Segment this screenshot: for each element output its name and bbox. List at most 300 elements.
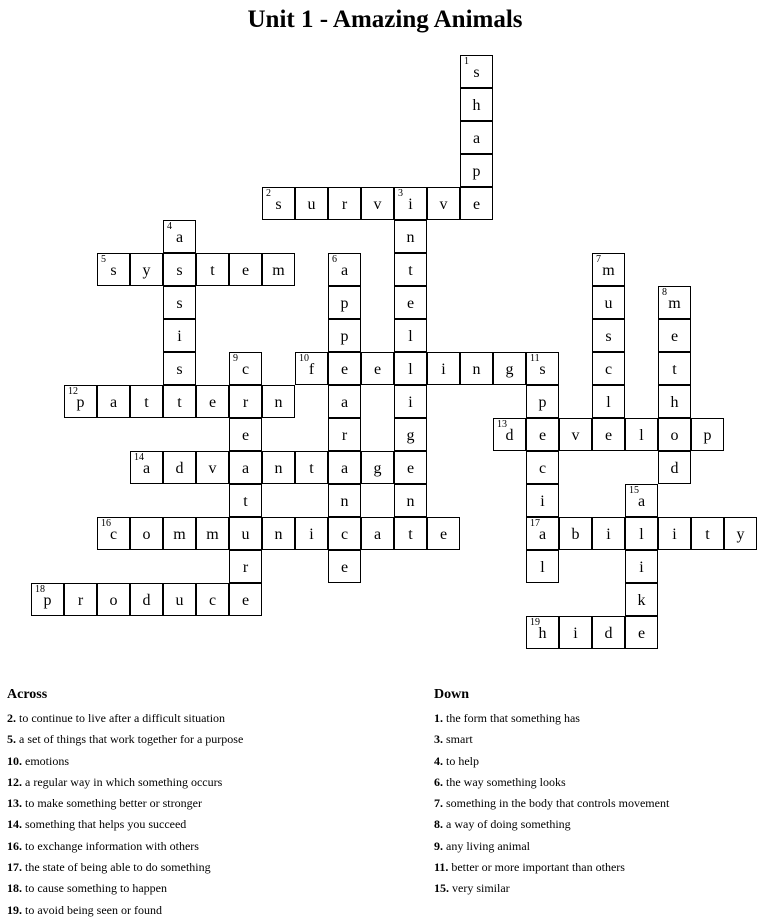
- clue: [7, 772, 417, 793]
- grid-cell[interactable]: [592, 385, 625, 418]
- cell-letter: a: [472, 130, 481, 147]
- grid-cell[interactable]: [394, 286, 427, 319]
- clue: [434, 708, 764, 729]
- grid-cell[interactable]: [229, 583, 262, 616]
- grid-cell[interactable]: [97, 253, 130, 286]
- grid-cell[interactable]: [691, 418, 724, 451]
- cell-letter: s: [176, 361, 183, 378]
- clue: [7, 729, 417, 750]
- cell-letter: c: [538, 460, 547, 477]
- clue-number: 16: [101, 518, 111, 529]
- cell-letter: e: [406, 295, 415, 312]
- grid-cell[interactable]: [526, 418, 559, 451]
- clue-number: 17: [530, 518, 540, 529]
- cell-letter: k: [637, 592, 646, 609]
- grid-cell[interactable]: [328, 253, 361, 286]
- grid-cell[interactable]: [262, 451, 295, 484]
- grid-cell[interactable]: [163, 583, 196, 616]
- clue-text: to avoid being seen or found: [22, 902, 162, 917]
- cell-letter: s: [110, 262, 117, 279]
- cell-letter: e: [439, 526, 448, 543]
- cell-letter: a: [538, 526, 547, 543]
- grid-cell[interactable]: [526, 517, 559, 550]
- grid-cell[interactable]: [592, 418, 625, 451]
- cell-letter: c: [109, 526, 118, 543]
- cell-letter: u: [307, 196, 316, 213]
- clue-text: a way of doing something: [443, 817, 571, 832]
- clue-text: better or more important than others: [448, 860, 625, 875]
- clue-text: any living animal: [443, 838, 530, 853]
- across-heading: Across: [7, 687, 48, 702]
- clue-number: 7: [596, 254, 601, 265]
- grid-cell[interactable]: [625, 484, 658, 517]
- cell-letter: s: [605, 328, 612, 345]
- cell-letter: i: [441, 361, 446, 378]
- clue: [434, 751, 764, 772]
- grid-cell[interactable]: [493, 352, 526, 385]
- grid-cell[interactable]: [658, 418, 691, 451]
- page-title: Unit 1 - Amazing Animals: [247, 6, 523, 33]
- clue-text: a set of things that work together for a purpose: [16, 732, 244, 747]
- cell-letter: e: [538, 427, 547, 444]
- grid-cell[interactable]: [196, 451, 229, 484]
- grid-cell[interactable]: [229, 451, 262, 484]
- grid-cell[interactable]: [394, 220, 427, 253]
- grid-cell[interactable]: [625, 418, 658, 451]
- cell-letter: r: [341, 196, 348, 213]
- grid-cell[interactable]: [394, 385, 427, 418]
- clue-number: 5: [101, 254, 106, 265]
- cell-letter: o: [670, 427, 679, 444]
- cell-letter: y: [142, 262, 151, 279]
- cell-letter: e: [340, 559, 349, 576]
- grid-cell[interactable]: [328, 385, 361, 418]
- cell-letter: b: [571, 526, 580, 543]
- cell-letter: d: [142, 592, 151, 609]
- cell-letter: d: [670, 460, 679, 477]
- grid-cell[interactable]: [394, 451, 427, 484]
- clue-number: 4: [167, 221, 172, 232]
- grid-cell[interactable]: [328, 484, 361, 517]
- cell-letter: t: [309, 460, 314, 477]
- clue: [7, 708, 417, 729]
- across-clue-list: [7, 708, 417, 921]
- cell-letter: r: [77, 592, 84, 609]
- clue-number: 1.: [434, 711, 443, 725]
- grid-cell[interactable]: [163, 319, 196, 352]
- grid-cell[interactable]: [394, 484, 427, 517]
- cell-letter: a: [340, 394, 349, 411]
- grid-cell[interactable]: [328, 517, 361, 550]
- cell-letter: s: [176, 262, 183, 279]
- cell-letter: m: [206, 526, 219, 543]
- grid-cell[interactable]: [163, 385, 196, 418]
- cell-letter: m: [668, 295, 681, 312]
- grid-cell[interactable]: [97, 385, 130, 418]
- clue-number: 3: [398, 188, 403, 199]
- cell-letter: t: [408, 262, 413, 279]
- cell-letter: d: [175, 460, 184, 477]
- cell-letter: d: [505, 427, 514, 444]
- cell-letter: y: [736, 526, 745, 543]
- grid-cell[interactable]: [394, 253, 427, 286]
- grid-cell[interactable]: [328, 319, 361, 352]
- clue: [434, 878, 764, 899]
- clue-text: smart: [443, 732, 473, 747]
- grid-cell[interactable]: [625, 517, 658, 550]
- cell-letter: v: [571, 427, 580, 444]
- cell-letter: l: [408, 361, 413, 378]
- clue: [434, 772, 764, 793]
- clue-number: 3.: [434, 732, 443, 747]
- cell-letter: c: [604, 361, 613, 378]
- grid-cell[interactable]: [526, 550, 559, 583]
- cell-letter: v: [373, 196, 382, 213]
- grid-cell[interactable]: [196, 385, 229, 418]
- clue-number: 6.: [434, 774, 443, 789]
- cell-letter: v: [208, 460, 217, 477]
- cell-letter: e: [670, 328, 679, 345]
- grid-cell[interactable]: [658, 451, 691, 484]
- cell-letter: h: [670, 394, 679, 411]
- clue-text: to make something better or stronger: [22, 796, 202, 811]
- grid-cell[interactable]: [361, 517, 394, 550]
- grid-cell[interactable]: [328, 286, 361, 319]
- cell-letter: h: [538, 625, 547, 642]
- clue-number: 2: [266, 188, 271, 199]
- grid-cell[interactable]: [592, 286, 625, 319]
- clue: [7, 878, 417, 899]
- grid-cell[interactable]: [592, 616, 625, 649]
- clue-number: 15.: [434, 881, 449, 896]
- cell-letter: p: [538, 394, 547, 411]
- clue-number: 8.: [434, 817, 443, 832]
- down-heading: Down: [434, 687, 470, 702]
- cell-letter: c: [340, 526, 349, 543]
- cell-letter: r: [341, 427, 348, 444]
- cell-letter: v: [439, 196, 448, 213]
- clue: [7, 836, 417, 857]
- cell-letter: g: [373, 460, 382, 477]
- grid-cell[interactable]: [328, 550, 361, 583]
- clue-number: 19.: [7, 902, 22, 917]
- cell-letter: l: [408, 328, 413, 345]
- clue-text: the state of being able to do something: [22, 860, 211, 875]
- grid-cell[interactable]: [526, 385, 559, 418]
- clue-number: 13: [497, 419, 507, 430]
- clue-text: the way something looks: [443, 774, 566, 789]
- grid-cell[interactable]: [460, 88, 493, 121]
- clue: [434, 857, 764, 878]
- clue-number: 12: [68, 386, 78, 397]
- cell-letter: i: [408, 196, 413, 213]
- grid-cell[interactable]: [691, 517, 724, 550]
- grid-cell[interactable]: [295, 517, 328, 550]
- cell-letter: o: [109, 592, 118, 609]
- cell-letter: p: [76, 394, 85, 411]
- grid-cell[interactable]: [163, 517, 196, 550]
- clue-text: a regular way in which something occurs: [22, 774, 223, 789]
- cell-letter: i: [606, 526, 611, 543]
- grid-cell[interactable]: [130, 583, 163, 616]
- clue-number: 7.: [434, 796, 443, 811]
- cell-letter: n: [274, 526, 283, 543]
- clue-number: 5.: [7, 732, 16, 747]
- grid-cell[interactable]: [97, 517, 130, 550]
- grid-cell[interactable]: [394, 187, 427, 220]
- grid-cell[interactable]: [526, 484, 559, 517]
- grid-cell[interactable]: [163, 286, 196, 319]
- grid-cell[interactable]: [658, 286, 691, 319]
- cell-letter: s: [539, 361, 546, 378]
- cell-letter: e: [241, 592, 250, 609]
- grid-cell[interactable]: [295, 451, 328, 484]
- cell-letter: e: [241, 427, 250, 444]
- cell-letter: g: [505, 361, 514, 378]
- grid-cell[interactable]: [130, 253, 163, 286]
- clue-text: emotions: [22, 753, 69, 768]
- cell-letter: u: [241, 526, 250, 543]
- clue: [434, 729, 764, 750]
- grid-cell[interactable]: [526, 451, 559, 484]
- clue-number: 19: [530, 617, 540, 628]
- cell-letter: e: [241, 262, 250, 279]
- cell-letter: l: [606, 394, 611, 411]
- cell-letter: e: [604, 427, 613, 444]
- grid-cell[interactable]: [196, 517, 229, 550]
- grid-cell[interactable]: [361, 352, 394, 385]
- clue-number: 9.: [434, 838, 443, 853]
- grid-cell[interactable]: [559, 616, 592, 649]
- down-clue-list: [434, 708, 764, 900]
- cell-letter: e: [373, 361, 382, 378]
- grid-cell[interactable]: [559, 418, 592, 451]
- grid-cell[interactable]: [460, 121, 493, 154]
- grid-cell[interactable]: [427, 352, 460, 385]
- clue: [7, 751, 417, 772]
- cell-letter: n: [274, 460, 283, 477]
- grid-cell[interactable]: [394, 319, 427, 352]
- cell-letter: i: [177, 328, 182, 345]
- grid-cell[interactable]: [394, 352, 427, 385]
- clue-text: very similar: [449, 881, 510, 896]
- cell-letter: p: [340, 328, 349, 345]
- grid-cell[interactable]: [163, 220, 196, 253]
- cell-letter: i: [672, 526, 677, 543]
- cell-letter: i: [540, 493, 545, 510]
- grid-cell[interactable]: [460, 154, 493, 187]
- grid-cell[interactable]: [229, 484, 262, 517]
- cell-letter: a: [340, 262, 349, 279]
- cell-letter: i: [408, 394, 413, 411]
- cell-letter: i: [639, 559, 644, 576]
- cell-letter: h: [472, 97, 481, 114]
- clue: [434, 814, 764, 835]
- cell-letter: e: [208, 394, 217, 411]
- grid-cell[interactable]: [361, 451, 394, 484]
- cell-letter: i: [573, 625, 578, 642]
- grid-cell[interactable]: [526, 352, 559, 385]
- grid-cell[interactable]: [262, 253, 295, 286]
- grid-cell[interactable]: [64, 385, 97, 418]
- grid-cell[interactable]: [295, 352, 328, 385]
- cell-letter: m: [173, 526, 186, 543]
- clue-text: the form that something has: [443, 711, 580, 725]
- grid-cell[interactable]: [229, 517, 262, 550]
- cell-letter: t: [144, 394, 149, 411]
- cell-letter: p: [703, 427, 712, 444]
- grid-cell[interactable]: [625, 583, 658, 616]
- cell-letter: p: [43, 592, 52, 609]
- grid-cell[interactable]: [460, 352, 493, 385]
- clue-number: 16.: [7, 838, 22, 853]
- grid-cell[interactable]: [658, 319, 691, 352]
- cell-letter: e: [637, 625, 646, 642]
- grid-cell[interactable]: [229, 418, 262, 451]
- cell-letter: p: [340, 295, 349, 312]
- cell-letter: a: [142, 460, 151, 477]
- grid-cell[interactable]: [328, 352, 361, 385]
- grid-cell[interactable]: [163, 253, 196, 286]
- cell-letter: n: [472, 361, 481, 378]
- cell-letter: l: [639, 427, 644, 444]
- clue-number: 18.: [7, 881, 22, 896]
- clue-text: to help: [443, 753, 479, 768]
- cell-letter: n: [406, 229, 415, 246]
- grid-cell[interactable]: [427, 517, 460, 550]
- grid-cell[interactable]: [229, 253, 262, 286]
- clue-text: to exchange information with others: [22, 838, 199, 853]
- cell-letter: a: [340, 460, 349, 477]
- cell-letter: f: [308, 361, 315, 378]
- cell-letter: m: [272, 262, 285, 279]
- cell-letter: i: [309, 526, 314, 543]
- clue: [7, 857, 417, 878]
- grid-cell[interactable]: [229, 385, 262, 418]
- cell-letter: a: [373, 526, 382, 543]
- grid-cell[interactable]: [592, 517, 625, 550]
- clue-number: 4.: [434, 753, 443, 768]
- grid-cell[interactable]: [328, 187, 361, 220]
- clue-number: 11: [530, 353, 540, 364]
- cell-letter: u: [604, 295, 613, 312]
- grid-cell[interactable]: [724, 517, 757, 550]
- cell-letter: a: [241, 460, 250, 477]
- grid-cell[interactable]: [592, 253, 625, 286]
- grid-cell[interactable]: [163, 352, 196, 385]
- grid-cell[interactable]: [658, 352, 691, 385]
- cell-letter: t: [177, 394, 182, 411]
- clue-number: 2.: [7, 711, 16, 725]
- clue-text: something that helps you succeed: [22, 817, 187, 832]
- cell-letter: t: [243, 493, 248, 510]
- clue-number: 9: [233, 353, 238, 364]
- grid-cell[interactable]: [64, 583, 97, 616]
- clue-number: 10.: [7, 753, 22, 768]
- cell-letter: r: [242, 394, 249, 411]
- cell-letter: c: [208, 592, 217, 609]
- cell-letter: l: [639, 526, 644, 543]
- grid-cell[interactable]: [592, 319, 625, 352]
- grid-cell[interactable]: [262, 517, 295, 550]
- grid-cell[interactable]: [625, 616, 658, 649]
- grid-cell[interactable]: [592, 352, 625, 385]
- grid-cell[interactable]: [328, 418, 361, 451]
- grid-cell[interactable]: [493, 418, 526, 451]
- grid-cell[interactable]: [196, 583, 229, 616]
- grid-cell[interactable]: [229, 352, 262, 385]
- cell-letter: e: [472, 196, 481, 213]
- grid-cell[interactable]: [658, 385, 691, 418]
- cell-letter: s: [275, 196, 282, 213]
- cell-letter: p: [472, 163, 481, 180]
- cell-letter: n: [340, 493, 349, 510]
- grid-cell[interactable]: [229, 550, 262, 583]
- grid-cell[interactable]: [295, 187, 328, 220]
- clue-number: 8: [662, 287, 667, 298]
- grid-cell[interactable]: [130, 385, 163, 418]
- clue-number: 17.: [7, 860, 22, 875]
- grid-cell[interactable]: [328, 451, 361, 484]
- clue-number: 14.: [7, 817, 22, 832]
- clue: [7, 793, 417, 814]
- cell-letter: o: [142, 526, 151, 543]
- clue: [434, 793, 764, 814]
- grid-cell[interactable]: [658, 517, 691, 550]
- cell-letter: n: [406, 493, 415, 510]
- grid-cell[interactable]: [559, 517, 592, 550]
- grid-cell[interactable]: [163, 451, 196, 484]
- clue-number: 15: [629, 485, 639, 496]
- grid-cell[interactable]: [460, 55, 493, 88]
- grid-cell[interactable]: [130, 451, 163, 484]
- grid-cell[interactable]: [361, 187, 394, 220]
- grid-cell[interactable]: [394, 418, 427, 451]
- cell-letter: a: [637, 493, 646, 510]
- grid-cell[interactable]: [427, 187, 460, 220]
- cell-letter: t: [408, 526, 413, 543]
- clue-number: 12.: [7, 774, 22, 789]
- clue-number: 14: [134, 452, 144, 463]
- grid-cell[interactable]: [262, 187, 295, 220]
- across-clues: [7, 686, 417, 921]
- cell-letter: t: [672, 361, 677, 378]
- grid-cell[interactable]: [526, 616, 559, 649]
- cell-letter: m: [602, 262, 615, 279]
- grid-cell[interactable]: [460, 187, 493, 220]
- grid-cell[interactable]: [394, 517, 427, 550]
- grid-cell[interactable]: [262, 385, 295, 418]
- clue-number: 1: [464, 56, 469, 67]
- clue-text: something in the body that controls movement: [443, 796, 670, 811]
- clue: [7, 900, 417, 921]
- cell-letter: l: [540, 559, 545, 576]
- grid-cell[interactable]: [196, 253, 229, 286]
- cell-letter: e: [406, 460, 415, 477]
- clue-text: to cause something to happen: [22, 881, 167, 896]
- cell-letter: t: [705, 526, 710, 543]
- cell-letter: c: [241, 361, 250, 378]
- clue-number: 18: [35, 584, 45, 595]
- grid-cell[interactable]: [130, 517, 163, 550]
- cell-letter: s: [176, 295, 183, 312]
- clue-text: to continue to live after a difficult situation: [16, 711, 226, 725]
- grid-cell[interactable]: [31, 583, 64, 616]
- grid-cell[interactable]: [625, 550, 658, 583]
- cell-letter: d: [604, 625, 613, 642]
- clue-number: 10: [299, 353, 309, 364]
- grid-cell[interactable]: [97, 583, 130, 616]
